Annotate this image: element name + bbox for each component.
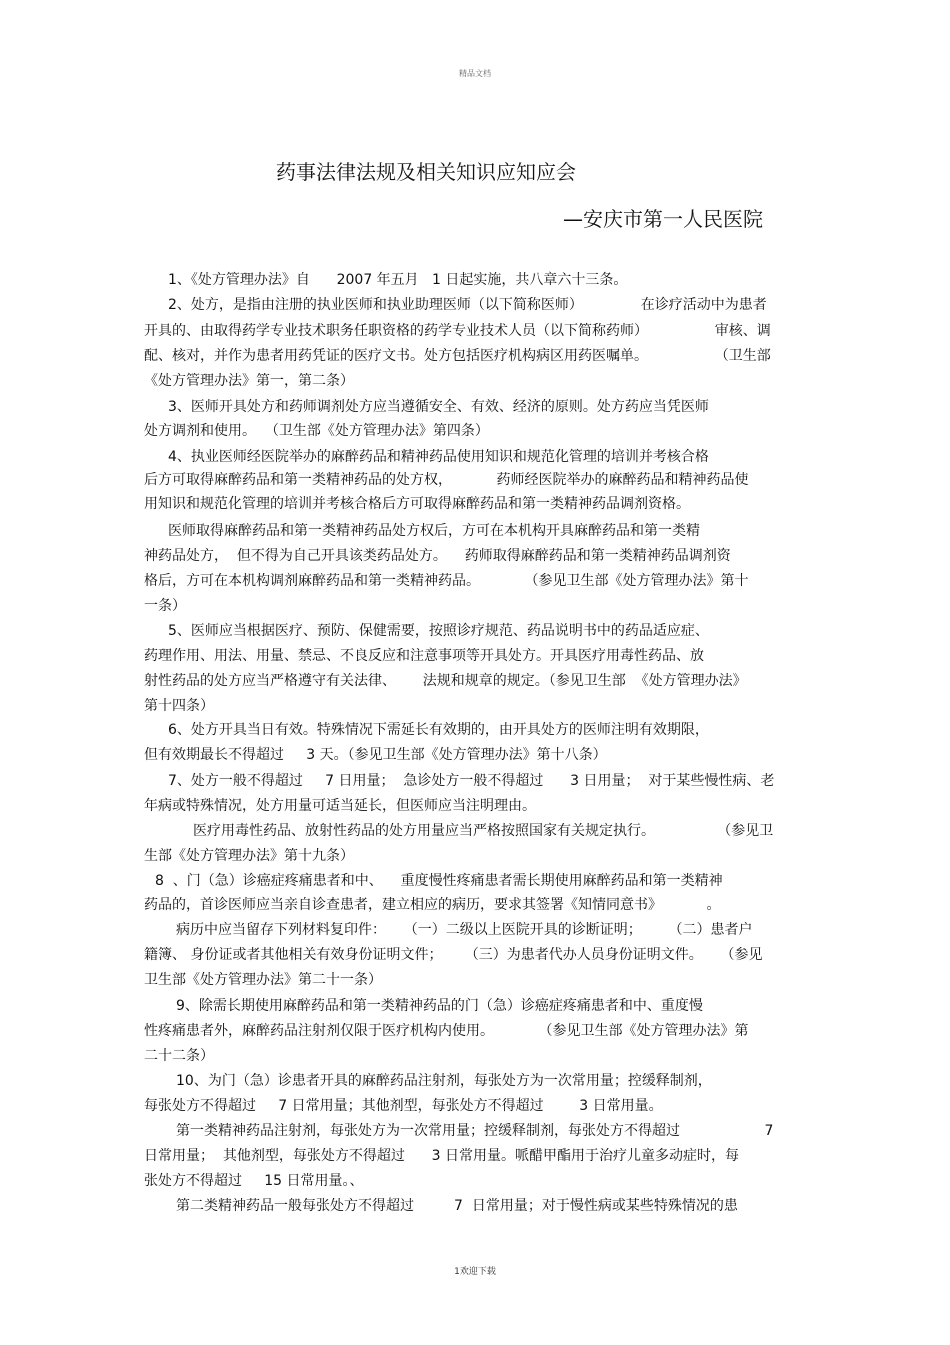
text-line: 第一类精神药品注射剂，每张处方为一次常用量；控缓释制剂，每张处方不得超过 7 <box>176 1123 774 1139</box>
text-line: 籍簿、 身份证或者其他相关有效身份证明文件； （三）为患者代办人员身份证明文件。 （参见 <box>144 947 763 963</box>
text-line: 7、处方一般不得超过 7 日用量； 急诊处方一般不得超过 3 日用量； 对于某些慢性病、老 <box>168 773 775 789</box>
text-line: 第十四条） <box>144 698 214 714</box>
text-line: 配、核对，并作为患者用药凭证的医疗文书。处方包括医疗机构病区用药医嘱单。 （卫生部 <box>144 348 771 364</box>
text-line: 4、执业医师经医院举办的麻醉药品和精神药品使用知识和规范化管理的培训并考核合格 <box>168 449 709 465</box>
text-line: 《处方管理办法》第一，第二条） <box>144 373 354 389</box>
text-line: 病历中应当留存下列材料复印件： （一）二级以上医院开具的诊断证明； （二）患者户 <box>176 922 753 938</box>
text-line: 8 、门（急）诊癌症疼痛患者和中、 重度慢性疼痛患者需长期使用麻醉药品和第一类精神 <box>155 873 723 889</box>
text-line: 后方可取得麻醉药品和第一类精神药品的处方权， 药师经医院举办的麻醉药品和精神药品使 <box>144 472 749 488</box>
text-line: 9、除需长期使用麻醉药品和第一类精神药品的门（急）诊癌症疼痛患者和中、重度慢 <box>176 998 703 1014</box>
text-line: 二十二条） <box>144 1048 214 1064</box>
text-line: 药理作用、用法、用量、禁忌、不良反应和注意事项等开具处方。开具医疗用毒性药品、放 <box>144 648 704 664</box>
page-footer: 1欢迎下载 <box>454 1267 496 1277</box>
document-subtitle: —安庆市第一人民医院 <box>563 207 763 231</box>
text-line: 生部《处方管理办法》第十九条） <box>144 848 354 864</box>
text-line: 医疗用毒性药品、放射性药品的处方用量应当严格按照国家有关规定执行。 （参见卫 <box>193 823 774 839</box>
text-line: 一条） <box>144 598 186 614</box>
page-header: 精品文档 <box>459 69 491 78</box>
text-line: 3、医师开具处方和药师调剂处方应当遵循安全、有效、经济的原则。处方药应当凭医师 <box>168 399 709 415</box>
text-line: 10、为门（急）诊患者开具的麻醉药品注射剂，每张处方为一次常用量；控缓释制剂， <box>176 1073 712 1089</box>
text-line: 但有效期最长不得超过 3 天。（参见卫生部《处方管理办法》第十八条） <box>144 747 607 763</box>
text-line: 处方调剂和使用。 （卫生部《处方管理办法》第四条） <box>144 423 489 439</box>
text-line: 性疼痛患者外，麻醉药品注射剂仅限于医疗机构内使用。 （参见卫生部《处方管理办法》第 <box>144 1023 749 1039</box>
text-line: 开具的、由取得药学专业技术职务任职资格的药学专业技术人员（以下简称药师） 审核、调 <box>144 323 771 339</box>
text-line: 药品的，首诊医师应当亲自诊查患者，建立相应的病历，要求其签署《知情同意书》 。 <box>144 897 721 913</box>
text-line: 每张处方不得超过 7 日常用量；其他剂型，每张处方不得超过 3 日常用量。 <box>144 1098 663 1114</box>
text-line: 用知识和规范化管理的培训并考核合格后方可取得麻醉药品和第一类精神药品调剂资格。 <box>144 496 690 512</box>
text-line: 射性药品的处方应当严格遵守有关法律、 法规和规章的规定。（参见卫生部 《处方管理办法》 <box>144 673 747 689</box>
text-line: 张处方不得超过 15 日常用量。、 <box>144 1173 364 1189</box>
text-line: 6、处方开具当日有效。特殊情况下需延长有效期的，由开具处方的医师注明有效期限， <box>168 722 709 738</box>
text-line: 日常用量； 其他剂型，每张处方不得超过 3 日常用量。哌醋甲酯用于治疗儿童多动症时，每 <box>144 1148 739 1164</box>
text-line: 神药品处方， 但不得为自己开具该类药品处方。 药师取得麻醉药品和第一类精神药品调剂资 <box>144 548 731 564</box>
text-line: 年病或特殊情况，处方用量可适当延长，但医师应当注明理由。 <box>144 798 536 814</box>
text-line: 5、医师应当根据医疗、预防、保健需要，按照诊疗规范、药品说明书中的药品适应症、 <box>168 623 709 639</box>
document-title: 药事法律法规及相关知识应知应会 <box>276 160 576 184</box>
text-line: 格后，方可在本机构调剂麻醉药品和第一类精神药品。 （参见卫生部《处方管理办法》第十 <box>144 573 749 589</box>
text-line: 医师取得麻醉药品和第一类精神药品处方权后，方可在本机构开具麻醉药品和第一类精 <box>168 523 700 539</box>
text-line: 卫生部《处方管理办法》第二十一条） <box>144 972 382 988</box>
text-line: 第二类精神药品一般每张处方不得超过 7 日常用量；对于慢性病或某些特殊情况的患 <box>176 1198 738 1214</box>
text-line: 2、处方，是指由注册的执业医师和执业助理医师（以下简称医师） 在诊疗活动中为患者 <box>168 297 767 313</box>
text-line: 1、《处方管理办法》自 2007 年五月 1 日起实施，共八章六十三条。 <box>168 272 628 288</box>
